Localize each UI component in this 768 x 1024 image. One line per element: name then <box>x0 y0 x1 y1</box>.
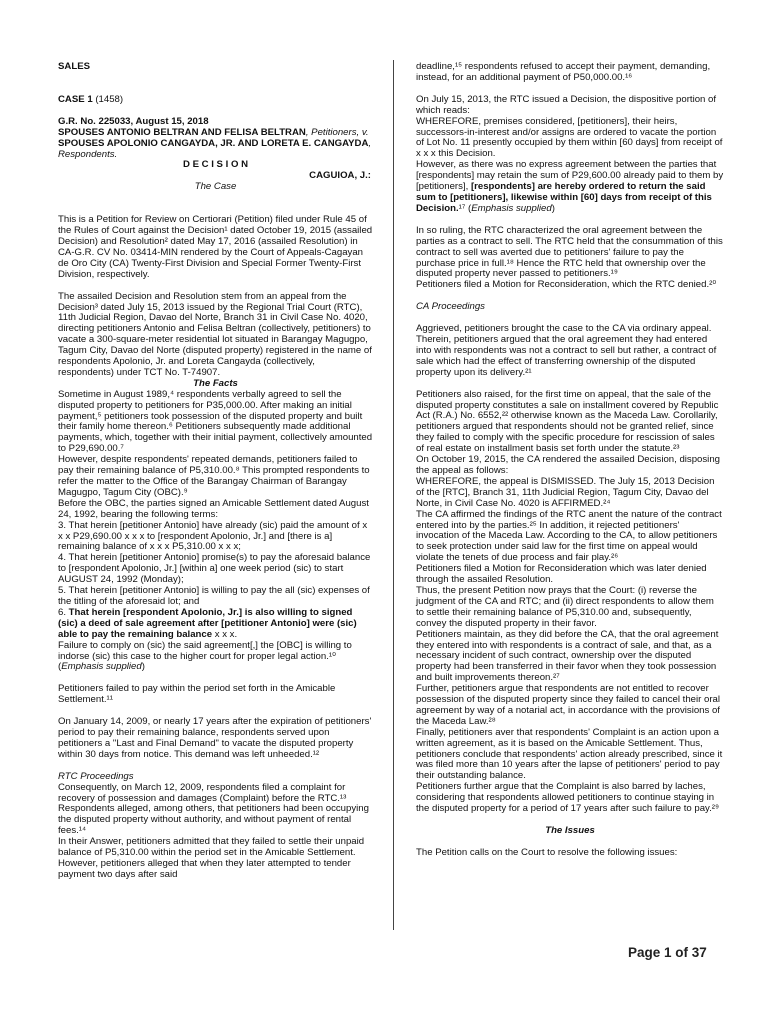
paragraph: Petitioners failed to pay within the period set forth in the Amicable Settlement.¹¹ <box>58 683 336 706</box>
section-title: SALES <box>58 61 90 72</box>
paragraph: Further, petitioners argue that respondents are not entitled to recover possession of the disputed property since they failed to cancel their oral agreement by way of a notarial act, in accordance with the provisions of the Maceda Law.²⁸ <box>416 683 720 727</box>
paragraph: Petitioners maintain, as they did before the CA, that the oral agreement they entered into with respondents is a contract of sale, and that, as a necessary incident of such contract, ownership over the disputed property had been transferred in their favor when they took possession and built improvements thereon.²⁷ <box>416 628 719 684</box>
ponente: CAGUIOA, J.: <box>309 170 371 182</box>
paragraph: deadline,¹⁵ respondents refused to accept their payment, demanding, instead, for an additional payment of P50,000.00.¹⁶ <box>416 61 711 83</box>
paragraph: In their Answer, petitioners admitted that they failed to settle their unpaid balance of P5,310.00 within the period set in the Amicable Settlement. However, petitioners alleged that when they later attempted to tender payment two days after said <box>58 836 365 880</box>
paragraph: Consequently, on March 12, 2009, respondents filed a complaint for recovery of possession and damages (Complaint) before the RTC.¹³ Respondents alleged, among others, that petitioners had been occupying the disputed property without authority, and without payment of rental fees.¹⁴ <box>58 781 369 837</box>
paragraph: Petitioners also raised, for the first time on appeal, that the sale of the disputed property constitutes a sale on installment covered by Republic Act (R.A.) No. 6552,²² otherwise known as the Maceda Law. Corollarily, petitioners argued that respondents should not be granted relief, since they failed to comply with the specific procedure for rescission of sales of real estate on installment basis set forth under the statute.²³ <box>416 388 719 455</box>
case-parties: SPOUSES ANTONIO BELTRAN AND FELISA BELTRAN, Petitioners, v. SPOUSES APOLONIO CANGAYDA, JR. AND LORETA E. CANGAYDA, Respondents. <box>58 126 372 160</box>
paragraph: 4. That herein [petitioner Antonio] promise(s) to pay the aforesaid balance to [respondent Apolonio, Jr.] [within a] one week period (sic) to start AUGUST 24, 1992 (Monday); <box>58 552 371 586</box>
paragraph: This is a Petition for Review on Certiorari (Petition) filed under Rule 45 of the Rules of Court against the Decision¹ dated October 19, 2015 (assailed Decision) and Resolution² dated May 17, 2016 (assailed Resolution) in CA-G.R. CV No. 03414-MIN rendered by the Court of Appeals-Cagayan de Oro City (CA) Twenty-First Division and Special Former Twenty-First Division, respectively. <box>58 214 373 280</box>
rtc-proceedings-heading: RTC Proceedings <box>58 770 134 782</box>
the-case-heading: The Case <box>194 181 237 193</box>
paragraph: Finally, petitioners aver that respondents' Complaint is an action upon a written agreement, as it is based on the Amicable Settlement. Thus, petitioners conclude that respondents' action already prescribed, since it was filed more than 10 years after the lapse of petitioners' period to pay their outstanding balance. <box>416 726 723 782</box>
paragraph: However, as there was no express agreement between the parties that [respondents] may retain the sum of P29,600.00 already paid to them by [petitioners], [respondents] are hereby ordered to return the said sum to [petitioners], likewise within [60] days from receipt of this Decision.¹⁷ (Emphasis supplied) <box>416 159 724 214</box>
right-column <box>416 62 724 859</box>
paragraph: Sometime in August 1989,⁴ respondents verbally agreed to sell the disputed property to petitioners for P35,000.00. After making an initial payment,⁵ petitioners took possession of the disputed property and built their family home thereon.⁶ Petitioners subsequently made additional payments, which, together with their initial payment, collectively amounted to P29,690.00.⁷ <box>58 388 373 455</box>
paragraph: 3. That herein [petitioner Antonio] have already (sic) paid the amount of x x x P29,690.00 x x x to [respondent Apolonio, Jr.] and [there is a] remaining balance of x x x P5,310.00 x x x; <box>58 519 368 553</box>
paragraph: On January 14, 2009, or nearly 17 years after the expiration of petitioners' period to pay their remaining balance, respondents served upon petitioners a "Last and Final Demand" to vacate the disputed property within 30 days from notice. This demand was left unheeded.¹² <box>58 716 372 760</box>
paragraph: In so ruling, the RTC characterized the oral agreement between the parties as a contract to sell. The RTC held that the consummation of this contract to sell was averted due to petitioners' failure to pay the purchase price in full.¹⁸ Hence the RTC held that ownership over the disputed property never passed to petitioners.¹⁹ <box>416 224 723 280</box>
paragraph: The assailed Decision and Resolution stem from an appeal from the Decision³ dated July 15, 2013 issued by the Regional Trial Court (RTC), 11th Judicial Region, Davao del Norte, Branch 31 in Civil Case No. 4020, directing petitioners Antonio and Felisa Beltran (collectively, petitioners) to vacate a 300-square-meter residential lot situated in Barangay Magugpo, Tagum City, Davao del Norte (disputed property) registered in the name of respondents Apolonio, Jr. and Loreta Cangayda (collectively, respondents) under TCT No. T-74907. <box>58 290 372 378</box>
the-issues-heading: The Issues <box>545 825 595 836</box>
paragraph: On October 19, 2015, the CA rendered the assailed Decision, disposing the appeal as follows: <box>416 454 720 476</box>
paragraph: The Petition calls on the Court to resolve the following issues: <box>416 846 678 858</box>
paragraph: Failure to comply on (sic) the said agreement[,] the [OBC] is willing to indorse (sic) this case to the higher court for proper legal action.¹⁰ (Emphasis supplied) <box>58 639 352 673</box>
column-divider <box>393 60 394 930</box>
paragraph: 5. That herein [petitioner Antonio] is willing to pay the all (sic) expenses of the titling of the aforesaid lot; and <box>58 585 370 607</box>
gr-number: G.R. No. 225033, August 15, 2018 <box>58 115 209 127</box>
ca-proceedings-heading: CA Proceedings <box>416 301 485 313</box>
paragraph: However, despite respondents' repeated demands, petitioners failed to pay their remaining balance of P5,310.00.⁸ This prompted respondents to refer the matter to the Office of the Barangay Chairman of Barangay Magugpo, Tagum City (OBC).⁹ <box>58 454 370 498</box>
paragraph: Before the OBC, the parties signed an Amicable Settlement dated August 24, 1992, bearing the following terms: <box>58 497 369 520</box>
paragraph: Petitioners further argue that the Complaint is also barred by laches, considering that respondents allowed petitioners to continue staying in the disputed property for a period of 17 years after such failure to pay.²⁹ <box>416 781 720 815</box>
left-column <box>58 62 373 881</box>
paragraph: 6. That herein [respondent Apolonio, Jr.] is also willing to signed (sic) a deed of sale agreement after [petitioner Antonio] were (sic) able to pay the remaining balance x x x. <box>58 606 357 640</box>
paragraph: WHEREFORE, the appeal is DISMISSED. The July 15, 2013 Decision of the [RTC], Branch 31, 11th Judicial Region, Tagum City, Davao del Norte, in Civil Case No. 4020 is AFFIRMED.²⁴ <box>416 475 715 509</box>
case-heading: CASE 1 (1458) <box>58 93 124 105</box>
page-number: Page 1 of 37 <box>628 945 707 960</box>
paragraph: On July 15, 2013, the RTC issued a Decision, the dispositive portion of which reads: <box>416 93 717 116</box>
paragraph: The CA affirmed the findings of the RTC anent the nature of the contract entered into by the parties.²⁵ In addition, it rejected petitioners' invocation of the Maceda Law. According to the CA, to allow petitioners to seek protection under said law for the first time on appeal would violate the tenets of due process and fair play.²⁶ <box>416 508 722 564</box>
decision-heading: D E C I S I O N <box>182 159 249 171</box>
paragraph: Petitioners filed a Motion for Reconsideration which was later denied through the assailed Resolution. <box>416 563 707 586</box>
paragraph: Petitioners filed a Motion for Reconsideration, which the RTC denied.²⁰ <box>416 279 717 291</box>
paragraph: WHEREFORE, premises considered, [petitioners], their heirs, successors-in-interest and/or assigns are ordered to vacate the portion of Lot No. 11 presently occupied by them within [60 days] from receipt of x x x this Decision. <box>416 115 723 160</box>
the-facts-heading: The Facts <box>193 377 238 389</box>
paragraph: Aggrieved, petitioners brought the case to the CA via ordinary appeal. Therein, petitioners argued that the oral agreement they had entered into with respondents was not a contract to sell but rather, a contract of sale which had the effect of transferring ownership of the disputed property upon its delivery.²¹ <box>416 323 717 378</box>
paragraph: Thus, the present Petition now prays that the Court: (i) reverse the judgment of the CA and RTC; and (ii) direct respondents to allow them to settle their remaining balance of P5,310.00 and, subsequently, convey the disputed property in their favor. <box>416 584 714 629</box>
